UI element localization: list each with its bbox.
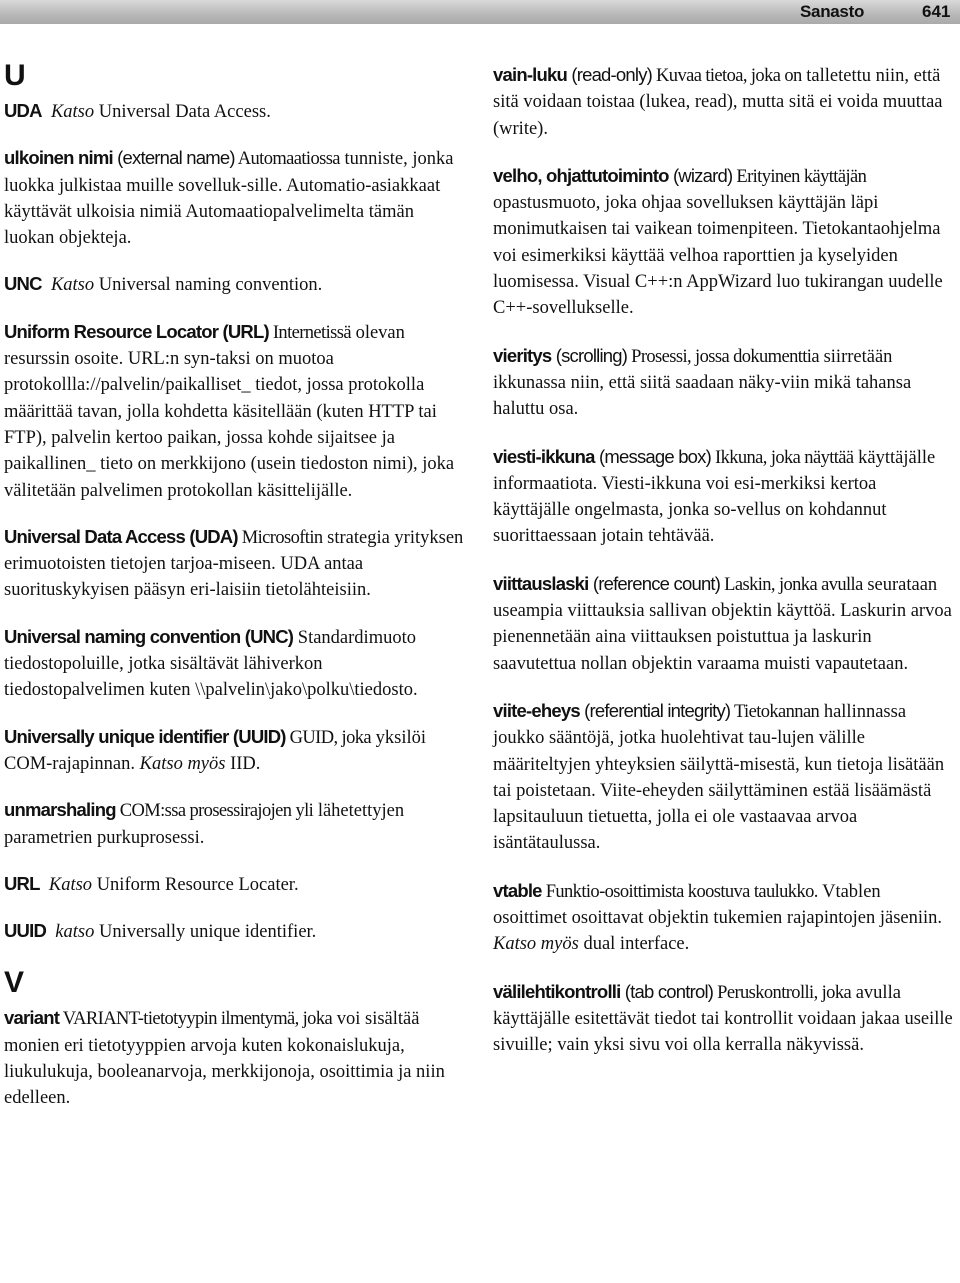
entry-term: viite-eheys (493, 699, 580, 721)
glossary-entry (493, 698, 956, 857)
entry-term: UNC (4, 273, 42, 295)
left-column (4, 58, 466, 1132)
entry-definition-lead: Ikkuna, joka näyttää (710, 447, 854, 468)
entry-definition-lead: Internetissä (268, 322, 351, 343)
entry-english-term: (referential integrity) (579, 699, 731, 721)
see-also-reference: Katso myös (493, 934, 579, 955)
entry-definition-tail: dual interface. (578, 934, 690, 955)
glossary-entry (493, 163, 956, 322)
glossary-entry (493, 343, 956, 423)
entry-english-term: (read-only) (567, 64, 653, 85)
entry-english-term: (message box) (594, 445, 711, 467)
entry-term: velho, ohjattutoiminto (493, 164, 669, 186)
section-title: Sanasto (800, 2, 865, 21)
glossary-entry (4, 271, 466, 298)
entry-definition: strategia yrityksen erimuotoisten tietojen tarjoa-miseen. UDA antaa suorituskykyisen pääsyn eri-laisiin tietolähteisiin. (4, 527, 464, 601)
glossary-entry (493, 571, 956, 677)
entry-definition: tunniste, jonka luokka julkistaa muille sovelluk-sille. Automatio-asiakkaat käyttävät ulkoisia nimiä Automaatiopalvelimelta tämän luokan objekteja. (4, 149, 454, 249)
entry-term: UUID (4, 920, 47, 942)
entry-definition-lead: COM:ssa prosessirajojen yli (115, 801, 314, 822)
entry-definition: avulla käyttäjälle esitettävät tiedot tai kontrollit voidaan jakaa useille sivuille; vain yksi sivu voi olla kerralla näkyvissä. (493, 982, 953, 1056)
entry-definition: yksilöi COM-rajapinnan. (4, 727, 427, 774)
entry-english-term: (reference count) (588, 572, 721, 594)
entry-term: Universally unique identifier (UUID) (4, 725, 286, 747)
entry-term: vain-luku (493, 64, 568, 85)
right-column (493, 62, 956, 1080)
glossary-entry (4, 918, 466, 945)
entry-definition-lead: VARIANT-tietotyypin ilmentymä, joka (59, 1009, 333, 1030)
entry-term: viittauslaski (493, 572, 589, 594)
see-reference: Katso (50, 102, 95, 122)
entry-definition: Standardimuoto tiedostopoluille, jotka sisältävät lähiverkon tiedostopalvelimen kuten \\palvelin\jako\polku\tiedosto. (4, 627, 418, 701)
page-number: 641 (922, 2, 951, 21)
entry-definition-lead: Funktio-osoittimista koostuva taulukko. (541, 881, 818, 902)
entry-definition: olevan resurssin osoite. URL:n syn-taksi on muotoa protokollla://palvelin/paikalliset_ tiedot, jossa protokolla määrittää tavan, jolla kohdetta käsitellään (kuten HTTP tai FTP), palvelin kertoo paikan, jossa kohde sijaitsee ja paikallinen_ tieto on merkkijono (usein tiedoston nimi), joka välitetään palvelimen protokollan käsittelijälle. (4, 322, 455, 501)
entry-term: Universal naming convention (UNC) (4, 625, 294, 647)
entry-definition: hallinnassa joukko sääntöjä, jotka huolehtivat tau-lujen välille määriteltyjen yhteyksien säilyttä-misestä, kun tietoja lisätään tai poistetaan. Viite-eheyden säilyttäminen estää lisäämästä lapsitauluun tietuetta, jolla ei ole vastaavaa arvoa isäntätaulussa. (493, 701, 945, 854)
glossary-entry (493, 878, 956, 958)
entry-definition: Universally unique identifier. (94, 922, 317, 943)
entry-definition-lead: Tietokannan (730, 701, 820, 722)
section-letter-v: V (4, 966, 25, 1000)
entry-definition: Vtablen osoittimet osoittavat objektin tukemien rajapintojen jäseniin. (493, 881, 943, 929)
entry-english-term: (external name) (112, 147, 235, 169)
entry-definition: Uniform Resource Locater. (92, 874, 299, 895)
entry-definition-lead: Automaatiossa (234, 149, 340, 170)
entry-definition-lead: GUID, joka (285, 727, 372, 748)
entry-definition: käyttäjälle informaatiota. Viesti-ikkuna voi esi-merkiksi kertoa käyttäjälle ongelmasta, jonka so-vellus on kohdannut suorittaessaan jotain tehtävää. (493, 447, 936, 547)
entry-definition: Universal naming convention. (94, 275, 323, 296)
entry-term: ulkoinen nimi (4, 147, 113, 169)
glossary-entry (4, 1005, 466, 1111)
entry-term: Universal Data Access (UDA) (4, 525, 238, 547)
glossary-entry (4, 98, 466, 125)
see-also-reference: Katso myös (139, 753, 226, 774)
glossary-entry (4, 724, 466, 778)
entry-term: Uniform Resource Locator (URL) (4, 320, 269, 342)
entry-definition-tail: IID. (225, 753, 261, 774)
entry-term: unmarshaling (4, 799, 116, 821)
entry-term: UDA (4, 100, 42, 121)
entry-definition-lead: Kuvaa tietoa, joka on (652, 66, 802, 86)
entry-term: vtable (493, 879, 542, 901)
entry-english-term: (tab control) (620, 980, 714, 1002)
entry-definition: Universal Data Access. (94, 102, 271, 122)
glossary-entry (4, 871, 466, 898)
glossary-entry (493, 979, 956, 1059)
entry-term: välilehtikontrolli (493, 980, 621, 1002)
entry-definition-lead: Peruskontrolli, joka (713, 982, 852, 1003)
entry-definition: lähetettyjen parametrien purkuprosessi. (4, 801, 405, 848)
glossary-entry (4, 797, 466, 851)
entry-definition: opastusmuoto, joka ohjaa sovelluksen käyttäjän läpi monimutkaisen tai vaikean toimenpiteen. Tietokantaohjelma voi esimerkiksi käyttää velhoa raporttien ja kyselyiden luomisessa. Visual C++:n AppWizard luo tukirangan uudelle C++-sovellukselle. (493, 193, 943, 319)
see-reference: Katso (48, 874, 93, 895)
entry-definition-lead: Prosessi, jossa dokumenttia (627, 346, 819, 367)
see-reference: katso (55, 922, 95, 943)
glossary-entry (4, 524, 466, 604)
entry-term: viesti-ikkuna (493, 445, 595, 467)
entry-definition-lead: Laskin, jonka avulla (720, 574, 863, 595)
entry-term: URL (4, 872, 40, 894)
glossary-entry (493, 444, 956, 550)
glossary-entry (4, 145, 466, 251)
entry-english-term: (wizard) (668, 164, 733, 186)
glossary-entry (493, 62, 956, 142)
entry-definition: siirretään ikkunassa niin, että siitä saadaan näky-viin mikä tahansa haluttu osa. (493, 346, 912, 420)
glossary-entry (4, 624, 466, 704)
entry-definition: talletettu niin, että sitä voidaan toistaa (lukea, read), mutta sitä ei voida muuttaa (write). (493, 66, 943, 139)
entry-definition-lead: Microsoftin (237, 527, 323, 548)
entry-english-term: (scrolling) (551, 344, 628, 366)
entry-term: variant (4, 1007, 60, 1029)
entry-definition-lead: Erityinen käyttäjän (732, 166, 867, 187)
entry-definition: seurataan useampia viittauksia sallivan objektin käyttöä. Laskurin arvoa pienennetään aina viittauksen poistuttua ja laskurin saavutettua nollan objektin varaama muisti vapautetaan. (493, 574, 952, 674)
entry-term: vieritys (493, 344, 552, 366)
glossary-entry (4, 319, 466, 504)
entry-definition: voi sisältää monien eri tietotyyppien arvoja kuten kokonaislukuja, liukulukuja, booleanarvoja, merkkijonoja, osoittimia ja niin edelleen. (4, 1009, 445, 1109)
see-reference: Katso (50, 275, 95, 296)
section-letter-u: U (4, 59, 26, 92)
page-header (0, 0, 960, 24)
